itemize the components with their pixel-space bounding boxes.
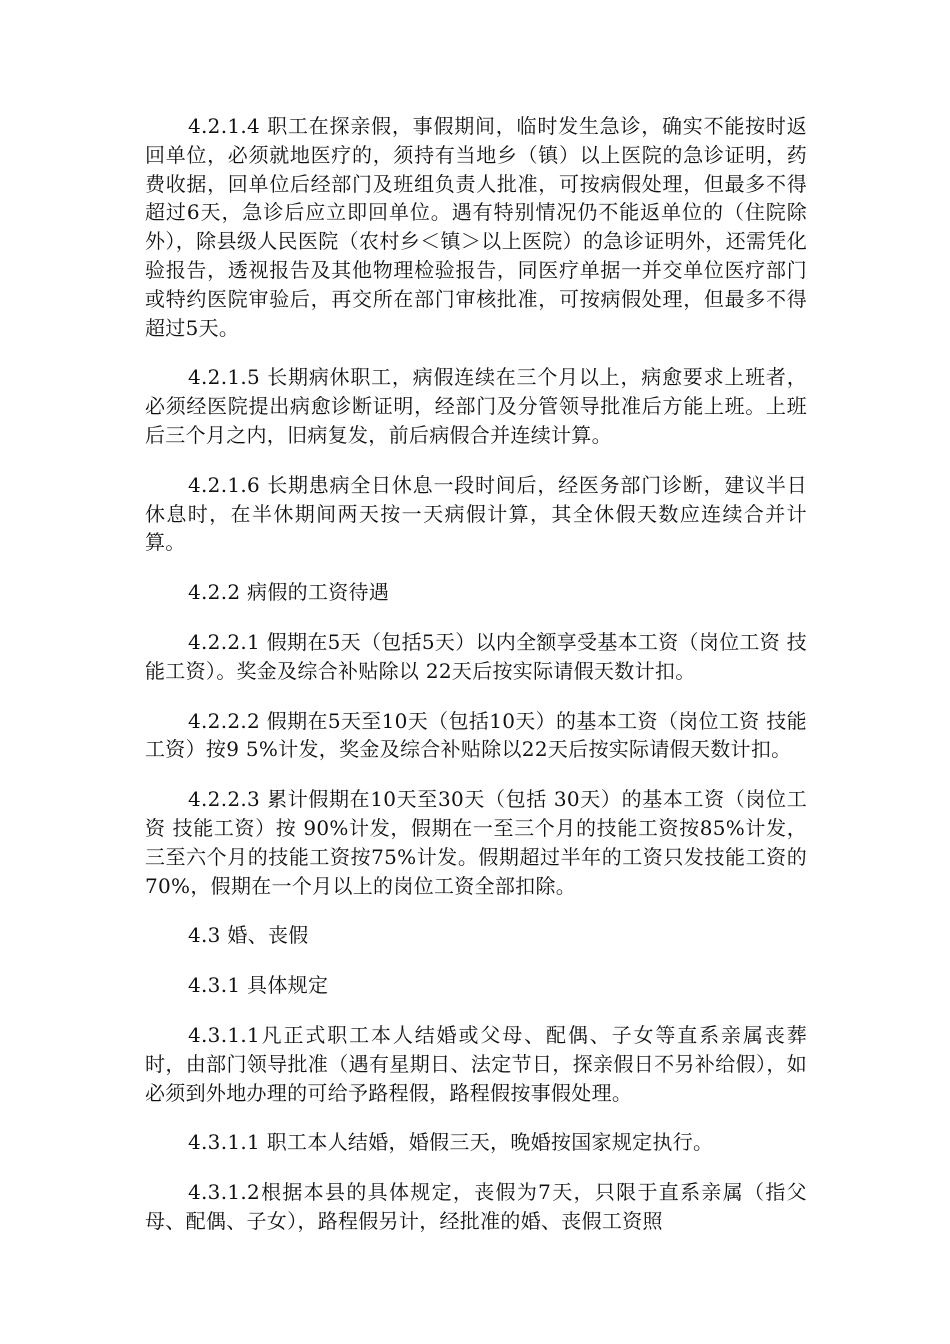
paragraph-4-2-1-6: 4.2.1.6 长期患病全日休息一段时间后，经医务部门诊断，建议半日休息时，在半休期间两天按一天病假计算，其全休假天数应连续合并计算。 xyxy=(145,472,807,555)
paragraph-4-2-1-5: 4.2.1.5 长期病休职工，病假连续在三个月以上，病愈要求上班者，必须经医院提出病愈诊断证明，经部门及分管领导批准后方能上班。上班后三个月之内，旧病复发，前后病假合并连续计算。 xyxy=(145,365,807,447)
document-page xyxy=(145,112,807,1236)
paragraph-4-2-2-3: 4.2.2.3 累计假期在10天至30天（包括 30天）的基本工资（岗位工资 技能工资）按 90%计发，假期在一至三个月的技能工资按85%计发，三至六个月的技能工资按75%计发。假期超过半年的工资只发技能工资的70%，假期在一个月以上的岗位工资全部扣除。 xyxy=(145,787,807,898)
paragraph-4-3-1-2: 4.3.1.2根据本县的具体规定，丧假为7天，只限于直系亲属（指父母、配偶、子女），路程假另计，经批准的婚、丧假工资照 xyxy=(145,1180,807,1233)
paragraph-4-2-1-4: 4.2.1.4 职工在探亲假，事假期间，临时发生急诊，确实不能按时返回单位，必须就地医疗的，须持有当地乡（镇）以上医院的急诊证明，药费收据，回单位后经部门及班组负责人批准，可按病假处理，但最多不得超过6天，急诊后应立即回单位。遇有特别情况仍不能返单位的（住院除外），除县级人民医院（农村乡＜镇＞以上医院）的急诊证明外，还需凭化验报告，透视报告及其他物理检验报告，同医疗单据一并交单位医疗部门或特约医院审验后，再交所在部门审核批准，可按病假处理，但最多不得超过5天。 xyxy=(145,114,807,340)
paragraph-4-2-2-1: 4.2.2.1 假期在5天（包括5天）以内全额享受基本工资（岗位工资 技能工资）。奖金及综合补贴除以 22天后按实际请假天数计扣。 xyxy=(145,629,807,683)
heading-4-3: 4.3 婚、丧假 xyxy=(188,923,309,948)
heading-4-3-1: 4.3.1 具体规定 xyxy=(188,973,329,998)
heading-4-2-2: 4.2.2 病假的工资待遇 xyxy=(188,580,390,605)
paragraph-4-2-2-2: 4.2.2.2 假期在5天至10天（包括10天）的基本工资（岗位工资 技能工资）按9 5%计发，奖金及综合补贴除以22天后按实际请假天数计扣。 xyxy=(145,708,807,762)
paragraph-4-3-1-1-b: 4.3.1.1 职工本人结婚，婚假三天，晚婚按国家规定执行。 xyxy=(188,1130,714,1155)
paragraph-4-3-1-1-a: 4.3.1.1凡正式职工本人结婚或父母、配偶、子女等直系亲属丧葬时，由部门领导批准（遇有星期日、法定节日，探亲假日不另补给假），如必须到外地办理的可给予路程假，路程假按事假处理。 xyxy=(145,1022,807,1105)
